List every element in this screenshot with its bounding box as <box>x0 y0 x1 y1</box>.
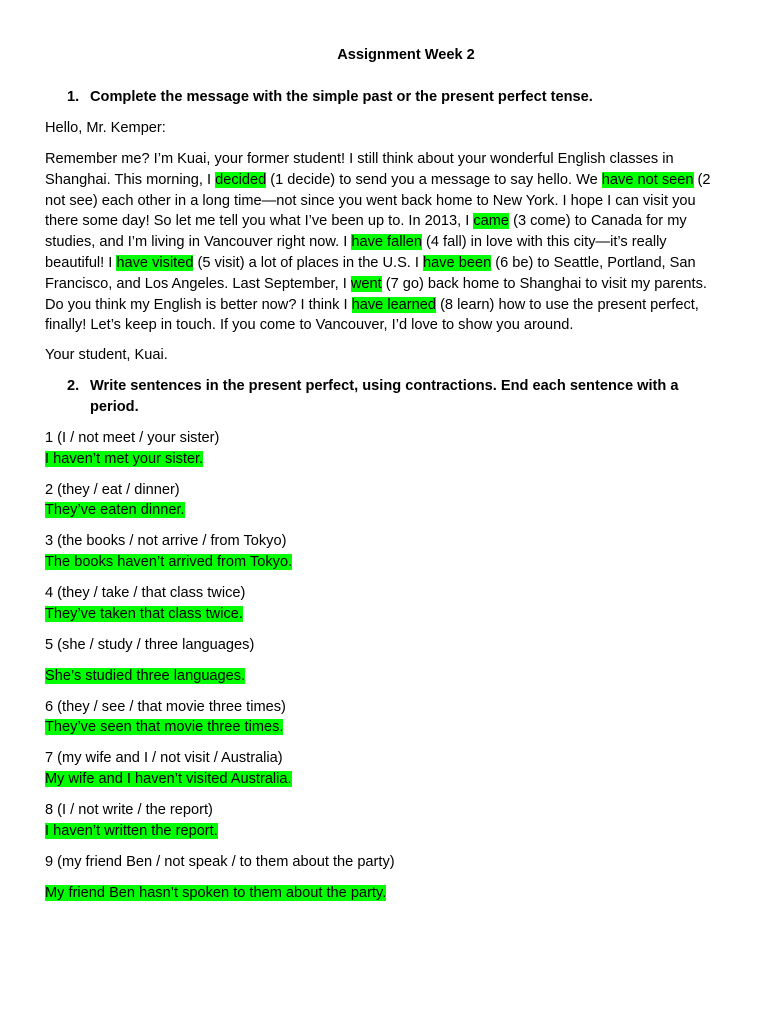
question-number: 2. <box>67 378 80 394</box>
exercise-answer <box>45 500 185 521</box>
answer-highlight: I haven’t written the report. <box>45 823 218 839</box>
message-text: (3 come) to Canada for my studies, and I’m living in Vancouver right now. I <box>45 213 687 251</box>
answer-highlight: I haven’t met your sister. <box>45 451 204 467</box>
exercise-answer <box>45 821 218 842</box>
answer-highlight: have fallen <box>351 234 422 251</box>
message-text: (2 not see) each other in a long time—not since you went back home to New York. I hope I can visit you there some day! So let me tell you what I’ve been up to. In 2013, I <box>45 171 711 230</box>
message-text: (6 be) to Seattle, Portland, San Francisco, and Los Angeles. Last September, I <box>45 254 696 292</box>
exercise-prompt: 4 (they / take / that class twice) <box>45 585 246 601</box>
exercise-prompt: 7 (my wife and I / not visit / Australia) <box>45 750 283 766</box>
question-2-heading <box>67 376 717 418</box>
exercise-prompt: 2 (they / eat / dinner) <box>45 482 180 498</box>
answer-highlight: went <box>350 275 382 292</box>
signoff: Your student, Kuai. <box>45 347 168 363</box>
exercise-answer <box>45 666 245 687</box>
message-text: (8 learn) how to use the present perfect, finally! Let’s keep in touch. If you come to Vancouver, I’d love to show you around. <box>45 296 699 334</box>
exercise-answer <box>45 449 203 470</box>
message-text: (7 go) back home to Shanghai to visit my parents. Do you think my English is better now? I think I <box>45 275 707 313</box>
message-text: Remember me? I’m Kuai, your former student! I still think about your wonderful English classes in Shanghai. This morning, I <box>45 151 674 188</box>
message-paragraph <box>45 149 725 336</box>
message-text: (4 fall) in love with this city—it’s really beautiful! I <box>45 234 667 271</box>
document-title: Assignment Week 2 <box>337 47 475 63</box>
question-number: 1. <box>67 89 80 105</box>
answer-highlight: came <box>473 213 510 230</box>
exercise-prompt: 8 (I / not write / the report) <box>45 802 213 818</box>
answer-highlight: have visited <box>116 254 194 271</box>
answer-highlight: have not seen <box>601 171 694 188</box>
answer-highlight: They’ve taken that class twice. <box>45 606 243 622</box>
question-1-heading <box>67 87 717 108</box>
exercise-answer <box>45 717 283 738</box>
exercise-prompt: 3 (the books / not arrive / from Tokyo) <box>45 533 287 549</box>
answer-highlight: My wife and I haven’t visited Australia. <box>45 771 292 787</box>
answer-highlight: decided <box>215 171 267 188</box>
answer-highlight: They’ve seen that movie three times. <box>45 719 284 735</box>
answer-highlight: They’ve eaten dinner. <box>45 502 185 518</box>
exercise-prompt: 9 (my friend Ben / not speak / to them about the party) <box>45 854 395 870</box>
exercise-prompt: 1 (I / not meet / your sister) <box>45 430 220 446</box>
exercise-prompt: 5 (she / study / three languages) <box>45 637 255 653</box>
exercise-answer <box>45 552 292 573</box>
exercise-prompt: 6 (they / see / that movie three times) <box>45 699 286 715</box>
exercise-answer <box>45 883 386 904</box>
answer-highlight: She’s studied three languages. <box>45 668 246 684</box>
answer-highlight: The books haven’t arrived from Tokyo. <box>45 554 293 570</box>
answer-highlight: have learned <box>351 296 437 313</box>
answer-highlight: My friend Ben hasn’t spoken to them about the party. <box>45 885 387 901</box>
question-text: Complete the message with the simple past or the present perfect tense. <box>90 89 593 105</box>
answer-highlight: have been <box>423 254 492 271</box>
message-text: (1 decide) to send you a message to say hello. We <box>266 171 602 188</box>
greeting: Hello, Mr. Kemper: <box>45 120 166 136</box>
message-text: (5 visit) a lot of places in the U.S. I <box>193 254 424 271</box>
exercise-answer <box>45 769 292 790</box>
question-text: Write sentences in the present perfect, using contractions. End each sentence with a period. <box>90 378 679 415</box>
exercise-answer <box>45 604 243 625</box>
